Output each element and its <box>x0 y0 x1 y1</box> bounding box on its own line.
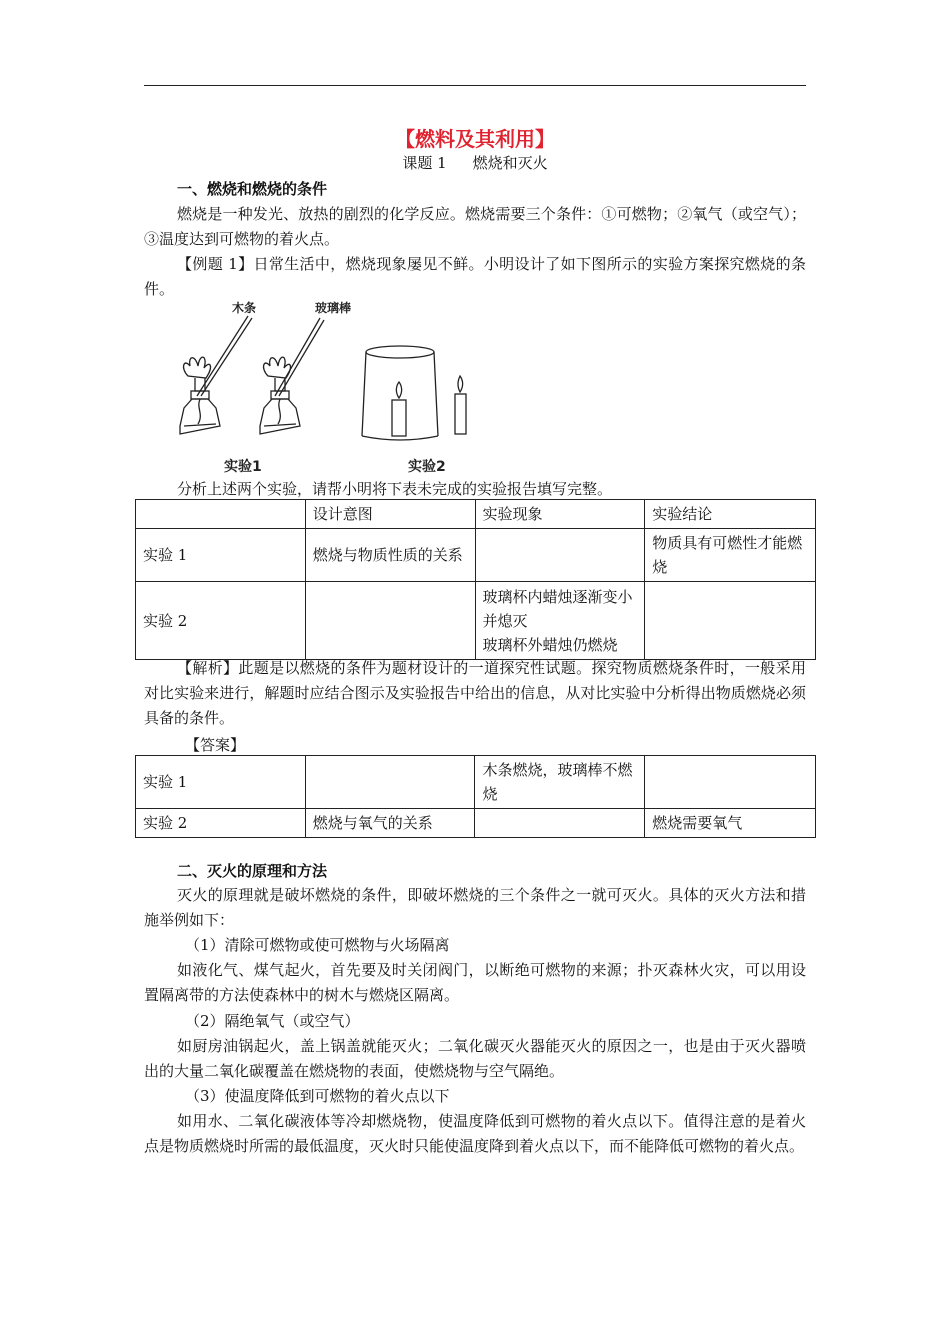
glass-cup <box>362 346 438 440</box>
observation-line: 玻璃杯内蜡烛逐渐变小并熄灭 <box>482 587 633 630</box>
label-wood: 木条 <box>232 301 257 315</box>
table-cell <box>305 582 475 660</box>
table-cell: 实验 1 <box>136 756 306 809</box>
table-cell: 物质具有可燃性才能燃烧 <box>645 529 816 582</box>
header-cell <box>136 500 306 529</box>
table-cell: 实验 1 <box>136 529 306 582</box>
header-cell: 实验现象 <box>475 500 645 529</box>
table-cell <box>475 582 645 660</box>
answer-label: 【答案】 <box>185 736 246 754</box>
label-glass-rod: 玻璃棒 <box>315 301 352 315</box>
section2-intro: 灭火的原理就是破坏燃烧的条件，即破坏燃烧的三个条件之一就可灭火。具体的灭火方法和措施举例如下： <box>144 886 806 929</box>
section1-heading: 一、燃烧和燃烧的条件 <box>177 180 328 198</box>
method1-text: 如液化气、煤气起火，首先要及时关闭阀门，以断绝可燃物的来源；扑灭森林火灾，可以用设置隔离带的方法使森林中的树木与燃烧区隔离。 <box>144 961 806 1004</box>
table-cell: 木条燃烧，玻璃棒不燃烧 <box>475 756 645 809</box>
table-cell <box>305 756 475 809</box>
table-header-row <box>136 500 816 529</box>
report-table <box>135 499 816 660</box>
analysis-text: 【解析】此题是以燃烧的条件为题材设计的一道探究性试题。探究物质燃烧条件时，一般采用对比实验来进行，解题时应结合图示及实验报告中给出的信息，从对比实验中分析得出物质燃烧必须具备的条件。 <box>144 659 806 727</box>
answer-table <box>135 755 816 838</box>
table-cell <box>645 582 816 660</box>
table-cell <box>645 756 816 809</box>
method2-title: （2）隔绝氧气（或空气） <box>185 1012 360 1030</box>
header-cell: 设计意图 <box>305 500 475 529</box>
candle-outside <box>455 376 466 434</box>
table-cell <box>475 529 645 582</box>
table-cell: 实验 2 <box>136 809 306 838</box>
experiment-figure <box>170 296 490 476</box>
subtitle-lesson: 课题 1 <box>402 154 447 172</box>
table-cell: 燃烧与氧气的关系 <box>305 809 475 838</box>
example-prompt: 【例题 1】日常生活中，燃烧现象屡见不鲜。小明设计了如下图所示的实验方案探究燃烧的条件。 <box>144 255 806 298</box>
header-rule <box>144 85 806 86</box>
header-cell: 实验结论 <box>645 500 816 529</box>
table-cell: 实验 2 <box>136 582 306 660</box>
subtitle-topic: 燃烧和灭火 <box>472 154 548 172</box>
document-subtitle <box>0 152 950 173</box>
method3-title: （3）使温度降低到可燃物的着火点以下 <box>185 1087 450 1105</box>
table-cell: 燃烧与物质性质的关系 <box>305 529 475 582</box>
section1-intro: 燃烧是一种发光、放热的剧烈的化学反应。燃烧需要三个条件：①可燃物；②氧气（或空气）；③温度达到可燃物的着火点。 <box>144 205 806 248</box>
table-row <box>136 756 816 809</box>
method3-text: 如用水、二氧化碳液体等冷却燃烧物，使温度降低到可燃物的着火点以下。值得注意的是着火点是物质燃烧时所需的最低温度，灭火时只能使温度降到着火点以下，而不能降低可燃物的着火点。 <box>144 1112 806 1155</box>
document-title: 【燃料及其利用】 <box>395 127 555 151</box>
observation-line: 玻璃杯外蜡烛仍燃烧 <box>482 635 618 654</box>
candle-inside <box>392 382 406 436</box>
instruction-text: 分析上述两个实验，请帮小明将下表未完成的实验报告填写完整。 <box>177 480 613 498</box>
section2-heading: 二、灭火的原理和方法 <box>177 862 328 880</box>
method1-title: （1）清除可燃物或使可燃物与火场隔离 <box>185 936 450 954</box>
method2-text: 如厨房油锅起火，盖上锅盖就能灭火；二氧化碳灭火器能灭火的原因之一，也是由于灭火器喷出的大量二氧化碳覆盖在燃烧物的表面，使燃烧物与空气隔绝。 <box>144 1037 806 1080</box>
table-row <box>136 809 816 838</box>
table-row <box>136 529 816 582</box>
table-row <box>136 582 816 660</box>
caption-exp1: 实验1 <box>224 459 262 475</box>
caption-exp2: 实验2 <box>408 459 446 475</box>
table-cell <box>475 809 645 838</box>
table-cell: 燃烧需要氧气 <box>645 809 816 838</box>
